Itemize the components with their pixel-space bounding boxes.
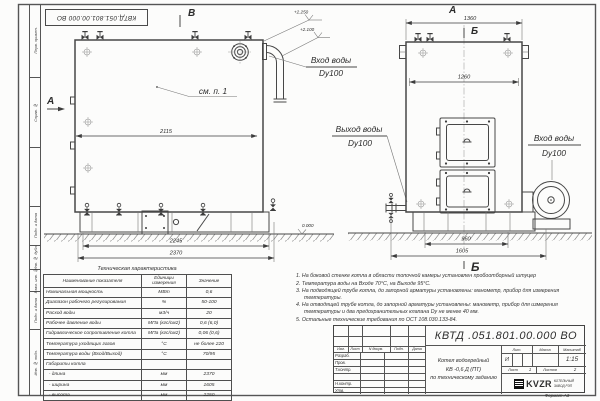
- see-note-label: см. п. 1: [198, 86, 228, 96]
- sheets-value: 2: [564, 366, 586, 374]
- mass-header: Масса: [532, 346, 559, 354]
- inlet-left-label: Вход воды: [310, 55, 352, 65]
- elevation-2250: +2.250: [294, 9, 309, 15]
- table-row: [44, 370, 232, 380]
- margin-stamp-label: Подп. и дата: [32, 213, 38, 239]
- doc-number-rotated: КВТД.051.801.00.000 ВО: [56, 14, 137, 21]
- front-view-linework: [44, 32, 334, 242]
- margin-cell: [30, 246, 40, 270]
- note-item: 2. Температура воды на Входе 70°С, на Выходе 95°С.: [296, 280, 431, 287]
- spec-value: 2370: [187, 370, 232, 380]
- doc-number: КВТД .051.801.00.000 ВО: [426, 326, 586, 346]
- product-line: КВ -0,6 Д (ПТ): [445, 366, 482, 373]
- front-view-dimensions: [46, 8, 330, 262]
- dim-side-overall: 1605: [455, 248, 469, 255]
- sheet-label: Лист: [502, 366, 524, 374]
- margin-cell: [30, 292, 40, 330]
- note-item: 4. На отводящей трубе котла, до запорной арматуры установлены: манометр, прибор для измерения температуры и два предохранительных клапана Dy не менее 40 мм.: [296, 302, 558, 316]
- table-row: [44, 360, 232, 370]
- table-row: [44, 349, 232, 359]
- note-item: 3. На подводящей трубе котла, до запорной арматуры установлены: манометр, прибор для измерения температуры.: [296, 288, 560, 301]
- product-designation: [426, 346, 502, 394]
- company-area: [502, 373, 586, 394]
- spec-value: 1605: [187, 380, 232, 390]
- margin-stamp-column: [29, 4, 41, 396]
- note-item: 1. На боковой стенке котла в области топочной камеры установлен пробоотборный штуцер: [296, 273, 537, 279]
- table-row: [44, 380, 232, 390]
- spec-name: Расход воды: [44, 308, 142, 318]
- sheets-label: Листов: [536, 366, 564, 374]
- scale-value: 1:15: [558, 353, 586, 367]
- elevation-2100: +2.100: [300, 27, 315, 32]
- title-block: [333, 325, 585, 393]
- scale-header: Масштаб: [558, 346, 586, 354]
- spec-value: 0,06 (0,6): [187, 329, 232, 339]
- margin-cell: [30, 78, 40, 148]
- company-logo-icon: [514, 379, 524, 389]
- dim-side-base: 960: [461, 236, 471, 243]
- spec-name: Диапазон рабочего регулирования: [44, 298, 142, 308]
- spec-unit: мм: [142, 370, 187, 380]
- lit-value: И: [502, 353, 513, 367]
- spec-value: 70/95: [187, 349, 232, 359]
- outlet-dn: Dy100: [348, 138, 372, 148]
- table-row: [44, 298, 232, 308]
- table-row: [44, 329, 232, 339]
- lit-header: Лит.: [502, 346, 533, 354]
- section-mark-b-bottom: Б: [471, 260, 480, 274]
- spec-name: Гидравлическое сопротивление котла: [44, 329, 142, 339]
- table-row: [44, 318, 232, 328]
- elevation-zero: 0.000: [302, 223, 314, 228]
- spec-unit: °С: [142, 349, 187, 359]
- margin-cell: [30, 4, 40, 78]
- margin-cell: [30, 267, 40, 294]
- spec-name: Температура воды (Вход/Выход): [44, 349, 142, 359]
- spec-name: - высота: [44, 390, 142, 400]
- doc-number-box: [45, 9, 148, 26]
- section-mark-b-top: Б: [471, 26, 479, 37]
- spec-unit: %: [142, 298, 187, 308]
- section-mark-v: В: [188, 8, 196, 19]
- rev-header: N докум.: [368, 347, 384, 351]
- company-name: [554, 379, 574, 387]
- product-line: Котел водогрейный: [437, 358, 490, 365]
- mass-value: [532, 353, 559, 367]
- inlet-right-label: Вход воды: [533, 133, 575, 143]
- sheet-value: 1: [524, 366, 537, 374]
- sign-row-label: Т.контр.: [335, 367, 352, 372]
- spec-unit: м3/ч: [142, 308, 187, 318]
- table-row: [44, 390, 232, 400]
- margin-cell: [30, 330, 40, 396]
- rev-header: Подп.: [394, 347, 404, 351]
- company-name-line: ЗАВОД РЭП: [553, 383, 573, 388]
- company-name-line: КОТЕЛЬНЫЙ: [553, 379, 574, 384]
- spec-unit: МВт: [142, 288, 187, 298]
- margin-stamp-label: Подп. и дата: [32, 297, 38, 324]
- sign-row-label: Утв.: [335, 388, 345, 393]
- spec-table-title: Техническая характеристика: [97, 266, 177, 272]
- margin-cell: [30, 207, 40, 246]
- spec-unit: °С: [142, 339, 187, 349]
- spec-value: 0,6 (6,0): [187, 318, 232, 328]
- rev-header: Изм.: [337, 347, 345, 351]
- spec-value: 20: [187, 308, 232, 318]
- view-mark-a-side: А: [449, 5, 457, 16]
- rev-header: Лист: [350, 347, 360, 351]
- product-line: по техническому заданию: [430, 375, 497, 382]
- margin-stamp-label: Справ. №: [32, 103, 38, 122]
- margin-cell: [30, 148, 40, 207]
- spec-name: - ширина: [44, 380, 142, 390]
- spec-header: Наименование показателя: [44, 275, 142, 288]
- title-block-left: [334, 326, 426, 394]
- spec-unit: мм: [142, 390, 187, 400]
- sign-row-label: Н.контр.: [335, 381, 353, 386]
- sign-row-label: Разраб.: [335, 353, 350, 358]
- format-label: Формат А3: [544, 392, 570, 398]
- spec-header: Единицы измерения: [142, 275, 187, 288]
- spec-table: [43, 266, 231, 401]
- spec-unit: МПа (кгс/см2): [142, 329, 187, 339]
- table-row: [44, 308, 232, 318]
- spec-header-row: [44, 275, 232, 288]
- dim-side-top: 1360: [463, 16, 477, 22]
- note-item: 5. Остальные технические требования по ОСТ 108.030.133-84.: [296, 316, 457, 323]
- spec-name: Температура уходящих газов: [44, 339, 142, 349]
- dim-side-inner: 1260: [457, 74, 471, 81]
- spec-unit: мм: [142, 380, 187, 390]
- spec-value: [187, 360, 232, 370]
- outlet-label: Выход воды: [335, 124, 383, 134]
- spec-name: Рабочее давление воды: [44, 318, 142, 328]
- dim-front-inner: 2115: [159, 129, 173, 135]
- section-mark-a-front: А: [47, 96, 55, 107]
- table-row: [44, 288, 232, 298]
- spec-name: - длина: [44, 370, 142, 380]
- spec-name: Габариты котла: [44, 360, 142, 370]
- spec-unit: [142, 360, 187, 370]
- margin-stamp-label: Взам. инв. №: [32, 267, 38, 294]
- margin-stamp-label: Перв. примен.: [32, 27, 38, 54]
- inlet-left-dn: Dy100: [319, 68, 343, 78]
- spec-header: Значение: [187, 275, 232, 288]
- spec-name: Номинальная мощность: [44, 288, 142, 298]
- spec-value: 0,6: [187, 288, 232, 298]
- margin-stamp-label: Инв. № подл.: [32, 350, 38, 376]
- spec-value: 2250: [187, 390, 232, 400]
- margin-stamp-label: Инв. № дубл.: [32, 244, 38, 271]
- spec-unit: МПа (кгс/см2): [142, 318, 187, 328]
- table-row: [44, 339, 232, 349]
- company-logo-text: KVZR: [526, 378, 552, 389]
- sign-row-label: Пров.: [335, 360, 346, 365]
- spec-value: 50-100: [187, 298, 232, 308]
- technical-notes: [296, 273, 586, 324]
- dim-front-base: 2245: [169, 238, 183, 245]
- rev-header: Дата: [412, 347, 422, 351]
- dim-front-overall: 2370: [169, 250, 183, 257]
- inlet-right-dn: Dy100: [542, 148, 566, 158]
- spec-value: не более 220: [187, 339, 232, 349]
- pipe-labels: [269, 55, 581, 202]
